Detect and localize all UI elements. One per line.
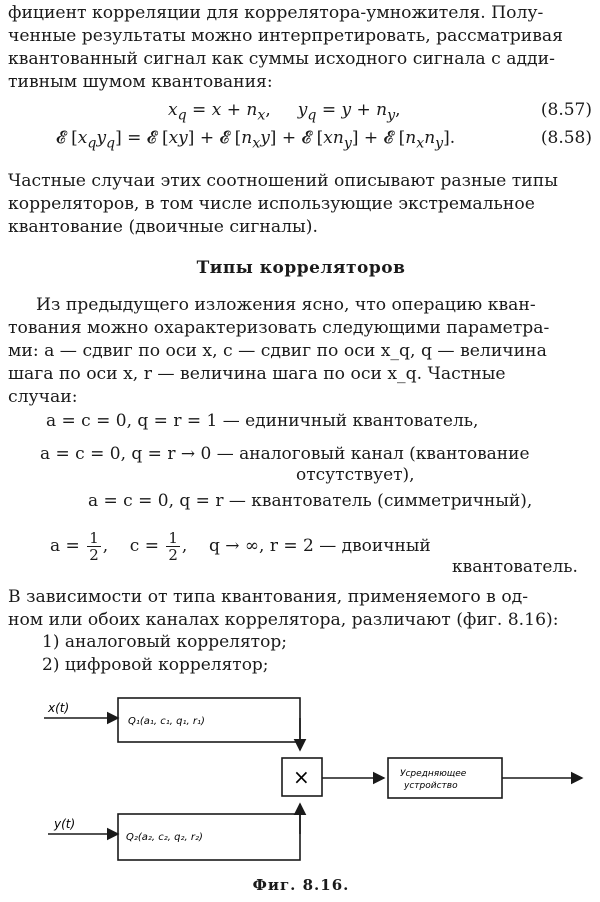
equation-number: (8.58) <box>540 128 592 148</box>
label-rest: q → ∞, r = 2 — двоичный <box>208 536 431 556</box>
text-line: Из предыдущего изложения ясно, что операцию кван- <box>36 295 536 315</box>
text-line: шага по оси x, r — величина шага по оси x_q. Частные <box>8 364 506 384</box>
fraction-half: $\frac{1}{2}$ <box>168 529 178 564</box>
label-c: c = <box>129 536 159 556</box>
case-analog-channel-cont: отсутствует), <box>296 465 415 485</box>
case-symmetric-quantizer: a = c = 0, q = r — квантователь (симметричный), <box>88 491 533 511</box>
text-line: ми: a — сдвиг по оси x, c — сдвиг по оси x_q, q — величина <box>8 341 547 361</box>
case-binary-quantizer: a = $\frac{1}{2}$ , c = $\frac{1}{2}$ , q → ∞, r = 2 — двоичный <box>50 529 431 564</box>
fraction-half: $\frac{1}{2}$ <box>89 529 99 564</box>
text-line: В зависимости от типа квантования, применяемого в од- <box>8 587 529 607</box>
paragraph-correlator-types <box>8 586 594 632</box>
input-x-label: x(t) <box>48 701 70 715</box>
case-binary-quantizer-cont: квантователь. <box>452 557 578 577</box>
input-y-label: y(t) <box>54 817 76 831</box>
text-line: корреляторов, в том числе использующие экстремальное <box>8 194 535 214</box>
label-a: a = <box>50 536 80 556</box>
paragraph-special-cases <box>8 170 594 239</box>
list-item: 2) цифровой коррелятор; <box>42 655 269 675</box>
text-line: Частные случаи этих соотношений описывают разные типы <box>8 171 558 191</box>
text-line: случаи: <box>8 387 78 407</box>
case-analog-channel: a = c = 0, q = r → 0 — аналоговый канал (квантование <box>40 444 530 464</box>
equation-8-57 <box>8 100 594 124</box>
quantizer-q2-label: Q₂(a₂, c₂, q₂, r₂) <box>126 832 203 843</box>
quantizer-q1-label: Q₁(a₁, c₁, q₁, r₁) <box>128 716 205 727</box>
equation-body: $x_q = x + n_x$, $y_q = y + n_y$, <box>168 100 401 124</box>
text-line: фициент корреляции для коррелятора-умножителя. Полу- <box>8 3 544 23</box>
block-diagram <box>8 690 594 870</box>
figure-caption: Фиг. 8.16. <box>252 876 350 894</box>
paragraph-intro <box>8 2 594 94</box>
text-line: тивным шумом квантования: <box>8 72 273 92</box>
text-line: тования можно охарактеризовать следующими параметра- <box>8 318 550 338</box>
averager-label-2: устройство <box>404 781 458 791</box>
multiplier-symbol: × <box>293 765 310 789</box>
equation-body: 𝓔 $[x_qy_q]$ = 𝓔 [xy] + 𝓔 $[n_xy]$ + 𝓔 $[xn_y]$ + 𝓔 $[n_xn_y]$. <box>56 128 456 152</box>
case-unit-quantizer: a = c = 0, q = r = 1 — единичный квантователь, <box>46 411 479 431</box>
section-title: Типы корреляторов <box>196 258 406 278</box>
text-line: ченные результаты можно интерпретировать, рассматривая <box>8 26 564 46</box>
averager-label-1: Усредняющее <box>400 769 467 779</box>
equation-8-58 <box>8 128 594 152</box>
text-line: ном или обоих каналах коррелятора, различают (фиг. 8.16): <box>8 610 559 630</box>
paragraph-parameters <box>8 294 594 409</box>
text-line: квантованный сигнал как суммы исходного сигнала с адди- <box>8 49 555 69</box>
equation-number: (8.57) <box>540 100 592 120</box>
list-item: 1) аналоговый коррелятор; <box>42 632 287 652</box>
text-line: квантование (двоичные сигналы). <box>8 217 318 237</box>
